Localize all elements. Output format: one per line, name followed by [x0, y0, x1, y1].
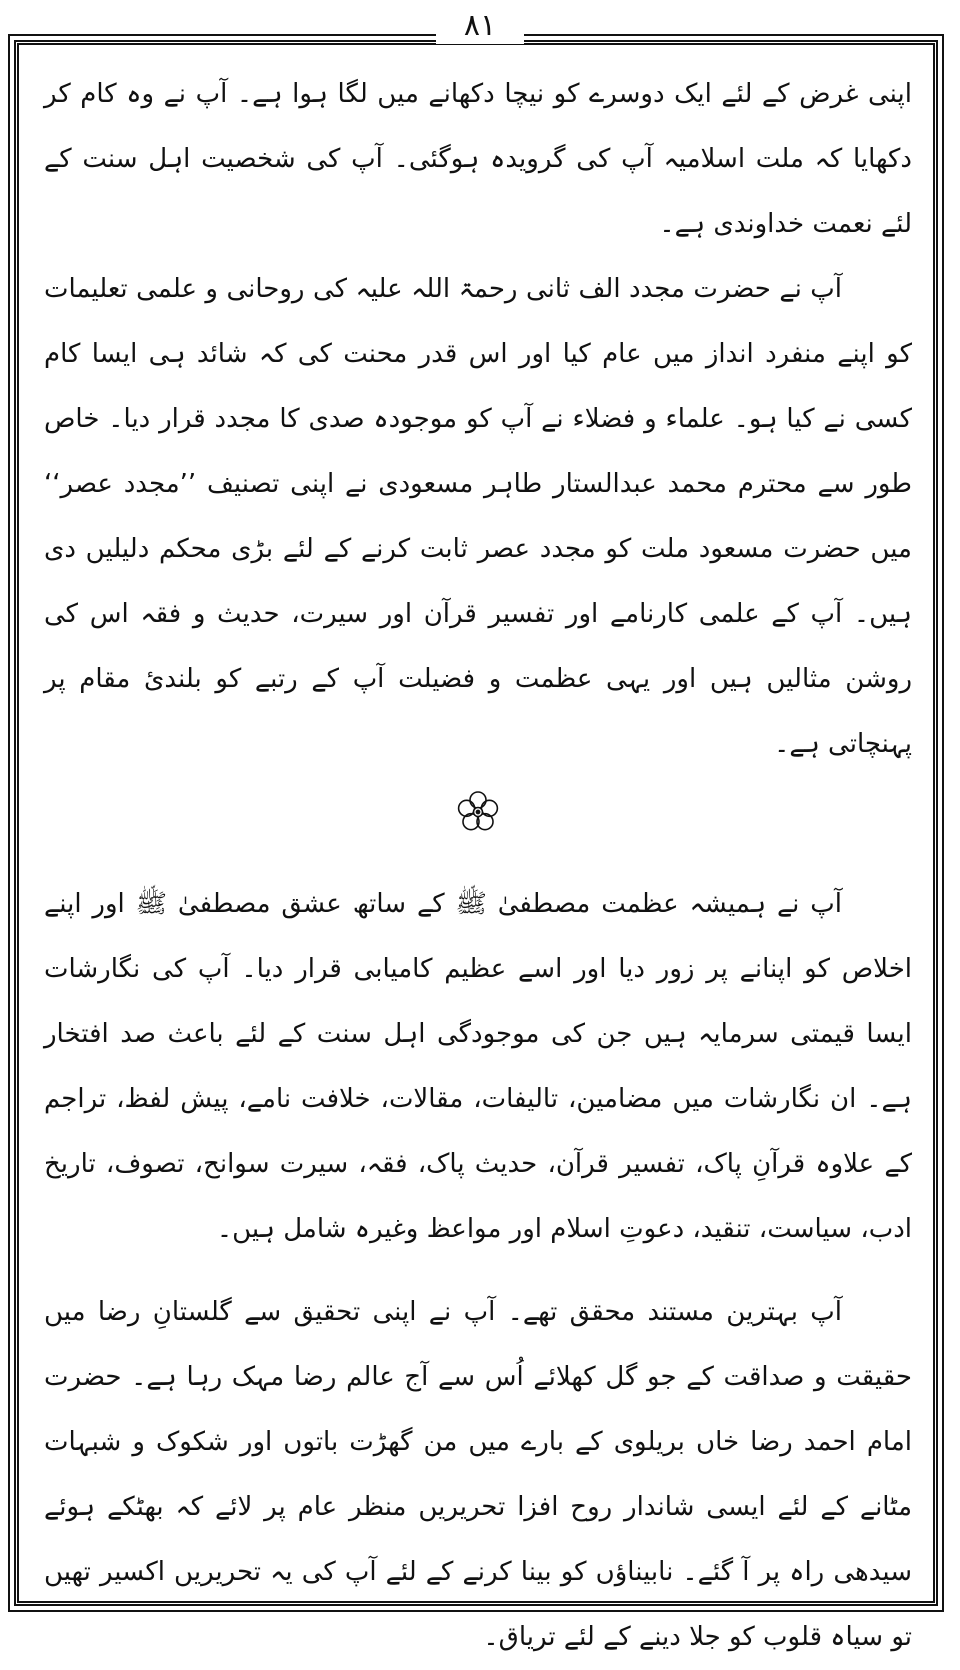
paragraph-1: اپنی غرض کے لئے ایک دوسرے کو نیچا دکھانے میں لگا ہوا ہے۔ آپ نے وہ کام کر دکھایا کہ ملت اسلامیہ آپ کی گرویدہ ہوگئی۔ آپ کی شخصیت اہل سنت کے لئے نعمت خداوندی ہے۔ — [44, 79, 912, 239]
page-body — [44, 62, 912, 1670]
flower-ornament-icon — [455, 789, 501, 860]
section-divider — [44, 777, 912, 872]
page-number-text: ٨١ — [436, 8, 524, 44]
page-number — [0, 8, 960, 44]
paragraph-gap — [44, 1262, 912, 1280]
paragraph-4: آپ بہترین مستند محقق تھے۔ آپ نے اپنی تحقیق سے گلستانِ رضا میں حقیقت و صداقت کے جو گل کھلائے اُس سے آج عالم رضا مہک رہا ہے۔ حضرت امام احمد رضا خاں بریلوی کے بارے میں من گھڑت باتوں اور شکوک و شبہات مٹانے کے لئے ایسی شاندار روح افزا تحریریں منظر عام پر لائے کہ بھٹکے ہوئے سیدھی راہ پر آ گئے۔ نابیناؤں کو بینا کرنے کے لئے آپ کی یہ تحریریں اکسیر تھیں تو سیاہ قلوب کو جلا دینے کے لئے تریاق۔ — [44, 1297, 912, 1652]
paragraph-2: آپ نے حضرت مجدد الف ثانی رحمۃ اللہ علیہ کی روحانی و علمی تعلیمات کو اپنے منفرد انداز میں عام کیا اور اس قدر محنت کی کہ شائد ہی ایسا کام کسی نے کیا ہو۔ علماء و فضلاء نے آپ کو موجودہ صدی کا مجدد قرار دیا۔ خاص طور سے محترم محمد عبدالستار طاہر مسعودی نے اپنی تصنیف ’’مجدد عصر‘‘ میں حضرت مسعود ملت کو مجدد عصر ثابت کرنے کے لئے بڑی محکم دلیلیں دی ہیں۔ آپ کے علمی کارنامے اور تفسیر قرآن اور سیرت، حدیث و فقہ اس کی روشن مثالیں ہیں اور یہی عظمت و فضیلت آپ کے رتبے کو بلندیٔ مقام پر پہنچاتی ہے۔ — [44, 274, 912, 759]
paragraph-3: آپ نے ہمیشہ عظمت مصطفیٰ ﷺ کے ساتھ عشق مصطفیٰ ﷺ اور اپنے اخلاص کو اپنانے پر زور دیا اور اسے عظیم کامیابی قرار دیا۔ آپ کی نگارشات ایسا قیمتی سرمایہ ہیں جن کی موجودگی اہل سنت کے لئے باعث صد افتخار ہے۔ ان نگارشات میں مضامین، تالیفات، مقالات، خلافت نامے، پیش لفظ، تراجم کے علاوہ قرآنِ پاک، تفسیر قرآن، حدیث پاک، فقہ، سیرت سوانح، تصوف، تاریخ ادب، سیاست، تنقید، دعوتِ اسلام اور مواعظ وغیرہ شامل ہیں۔ — [44, 889, 912, 1244]
